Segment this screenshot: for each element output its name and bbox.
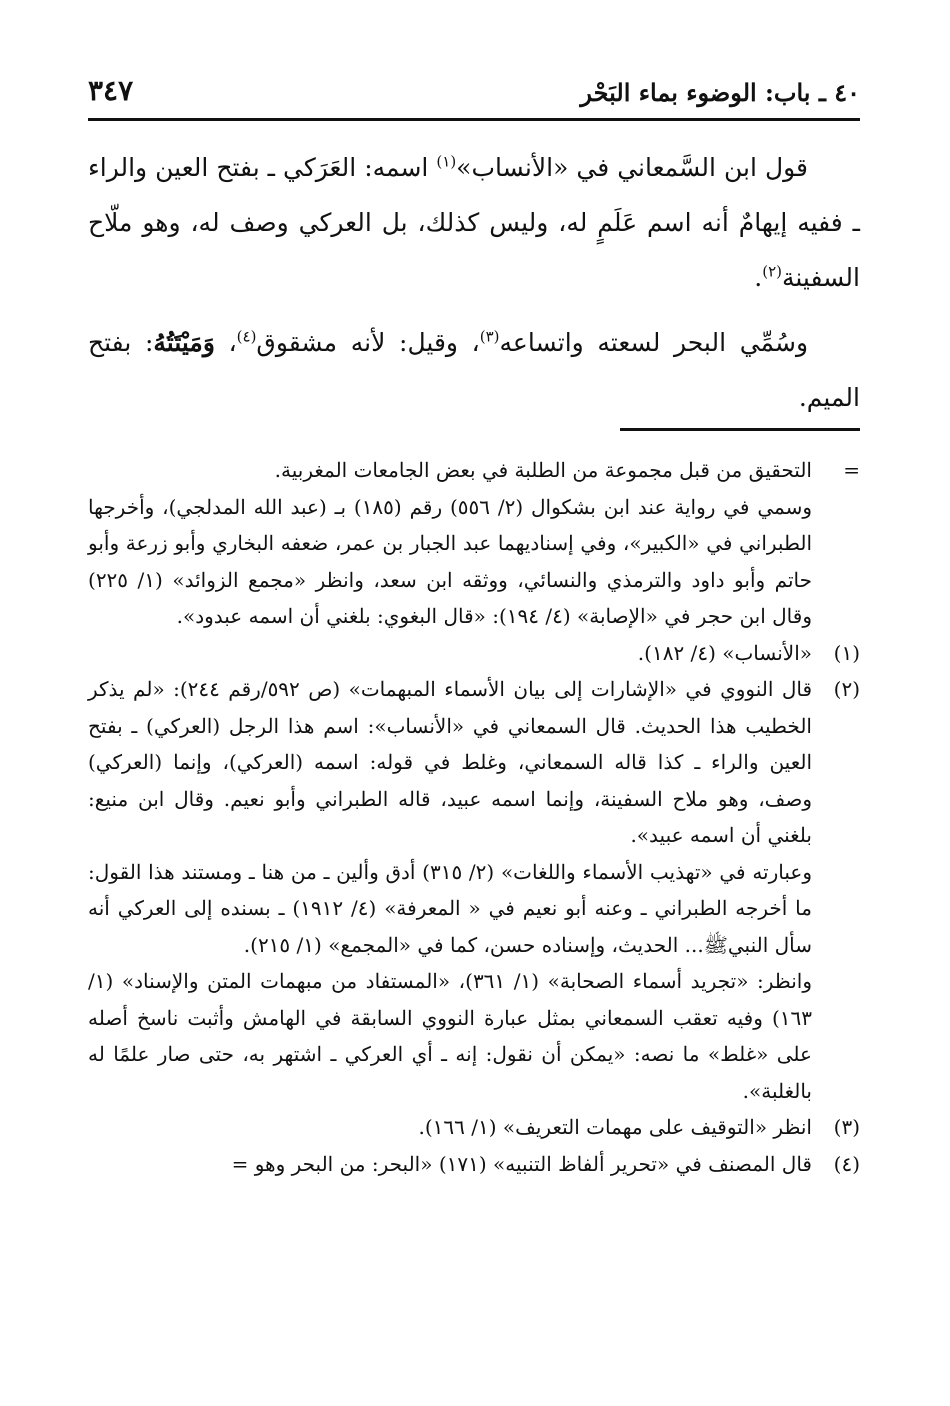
footnote-paragraph: قال المصنف في «تحرير ألفاظ التنبيه» (١٧١) «البحر: من البحر وهو = [231, 1151, 812, 1176]
footnote-paragraph: انظر «التوقيف على مهمات التعريف» (١/ ١٦٦). [418, 1115, 812, 1139]
footnote-3 [88, 1109, 860, 1146]
main-text-span: : بفتح الميم. [88, 328, 860, 412]
footnote-body [88, 452, 812, 635]
footnote-1 [88, 635, 860, 672]
page-number: ٣٤٧ [88, 74, 134, 107]
main-text [88, 140, 860, 425]
continuation-mark: = [843, 458, 860, 482]
header-rule [88, 118, 860, 121]
main-text-span: ، وقيل: لأنه مشقوق [256, 328, 480, 357]
footnote-ref: (١) [436, 152, 457, 171]
main-paragraph-1 [88, 140, 860, 305]
footnote-ref: (٤) [236, 327, 257, 346]
footnote-paragraph: وسمي في رواية عند ابن بشكوال (٢/ ٥٥٦) رقم (١٨٥) بـ (عبد الله المدلجي)، وأخرجها الطبراني في «الكبير»، وفي إسناديهما عبد الجبار بن عمر، ضعفه البخاري وأبو زرعة وأبو حاتم وأبو داود والترمذي والنسائي، ووثقه ابن سعد، وانظر «مجمع الزوائد» (١/ ٢٢٥) وقال ابن حجر في «الإصابة» (٤/ ١٩٤): «قال البغوي: بلغني أن اسمه عبدود». [88, 494, 812, 628]
footnote-body [88, 635, 812, 672]
footnote-ref: (٢) [762, 262, 782, 281]
footnote-continued [88, 452, 860, 635]
footnote-paragraph: التحقيق من قبل مجموعة من الطلبة في بعض الجامعات المغربية. [274, 458, 812, 482]
running-header [88, 68, 860, 116]
main-text-span: ، [214, 328, 237, 357]
footnote-number: (٢) [833, 677, 860, 701]
footnote-2 [88, 671, 860, 1109]
footnote-body [88, 1109, 812, 1146]
footnote-paragraph: وعبارته في «تهذيب الأسماء واللغات» (٢/ ٣١٥) أدق وألين ـ من هنا ـ ومستند هذا القول: ما أخرجه الطبراني ـ وعنه أبو نعيم في « المعرفة» (٤/ ١٩١٢) ـ بسنده إلى العركي أنه سأل النبيﷺ... الحديث، وإسناده حسن، كما في «المجمع» (١/ ٢١٥). [88, 859, 812, 957]
footnote-number: (٣) [833, 1115, 860, 1139]
main-paragraph-2 [88, 315, 860, 425]
main-text-span: قول ابن السَّمعاني في «الأنساب» [456, 153, 808, 182]
footnote-paragraph: وانظر: «تجريد أسماء الصحابة» (١/ ٣٦١)، «المستفاد من مبهمات المتن والإسناد» (١/ ١٦٣) وفيه تعقب السمعاني بمثل عبارة النووي السابقة في الهامش وأثبت ناسخ أصله على «غلط» ما نصه: «يمكن أن نقول: إنه ـ أي العركي ـ اشتهر به، حتى صار علمًا له بالغلبة». [88, 969, 812, 1103]
footnote-number: (٤) [833, 1151, 860, 1176]
footnote-body [88, 671, 812, 1109]
footnotes [88, 452, 860, 1182]
footnote-paragraph: «الأنساب» (٤/ ١٨٢). [637, 640, 812, 665]
footnote-4 [88, 1146, 860, 1183]
chapter-title: ٤٠ ـ باب: الوضوء بماء البَحْر [580, 78, 860, 107]
main-text-span: وسُمِّي البحر لسعته واتساعه [499, 328, 809, 357]
footnote-ref: (٣) [479, 327, 500, 346]
footnote-body [88, 1146, 812, 1183]
footnote-paragraph: قال النووي في «الإشارات إلى بيان الأسماء المبهمات» (ص ٥٩٢/رقم ٢٤٤): «لم يذكر الخطيب هذا الحديث. قال السمعاني في «الأنساب»: اسم هذا الرجل (العركي) ـ بفتح العين والراء ـ كذا قاله السمعاني، وغلط في قوله: اسمه (العركي)، وإنما (العركي) وصف، وهو ملاح السفينة، وإنما اسمه عبيد، قاله الطبراني وأبو نعيم. وقال ابن منيع: بلغني أن اسمه عبيد». [88, 677, 812, 847]
bold-term: وَمَيْتَتُهُ [153, 328, 215, 357]
footnote-separator [620, 428, 860, 431]
footnote-number: (١) [833, 640, 860, 665]
main-text-span: . [754, 263, 763, 292]
main-text-span: اسمه: العَرَكي ـ بفتح العين والراء ـ ففيه إيهامٌ أنه اسم عَلَمٍ له، وليس كذلك، بل العركي وصف له، وهو ملّاح السفينة [88, 153, 860, 292]
